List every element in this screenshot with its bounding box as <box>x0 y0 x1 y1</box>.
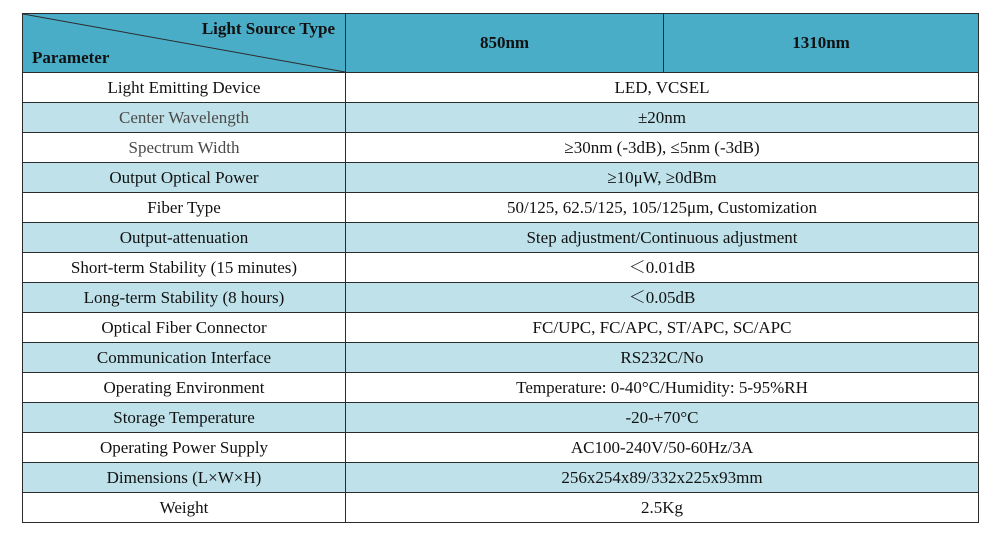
header-850nm: 850nm <box>346 14 664 73</box>
table-row <box>23 493 979 523</box>
param-cell: Output-attenuation <box>23 223 346 253</box>
table-row <box>23 463 979 493</box>
param-cell: Spectrum Width <box>23 133 346 163</box>
table-row <box>23 133 979 163</box>
table-row <box>23 223 979 253</box>
param-cell: Short-term Stability (15 minutes) <box>23 253 346 283</box>
table-row <box>23 163 979 193</box>
param-cell: Storage Temperature <box>23 403 346 433</box>
value-cell: Step adjustment/Continuous adjustment <box>346 223 979 253</box>
value-cell: ≥30nm (-3dB), ≤5nm (-3dB) <box>346 133 979 163</box>
value-cell: -20-+70°C <box>346 403 979 433</box>
value-cell: FC/UPC, FC/APC, ST/APC, SC/APC <box>346 313 979 343</box>
table-row <box>23 253 979 283</box>
param-cell: Long-term Stability (8 hours) <box>23 283 346 313</box>
header-1310nm: 1310nm <box>664 14 979 73</box>
param-cell: Light Emitting Device <box>23 73 346 103</box>
param-cell: Dimensions (L×W×H) <box>23 463 346 493</box>
param-cell: Optical Fiber Connector <box>23 313 346 343</box>
table-row <box>23 283 979 313</box>
spec-table <box>22 13 979 523</box>
value-cell: Temperature: 0-40°C/Humidity: 5-95%RH <box>346 373 979 403</box>
table-row <box>23 313 979 343</box>
param-cell: Communication Interface <box>23 343 346 373</box>
value-cell: LED, VCSEL <box>346 73 979 103</box>
param-cell: Fiber Type <box>23 193 346 223</box>
table-row <box>23 403 979 433</box>
param-cell: Output Optical Power <box>23 163 346 193</box>
value-cell: ≥10μW, ≥0dBm <box>346 163 979 193</box>
table-row <box>23 73 979 103</box>
value-cell: 2.5Kg <box>346 493 979 523</box>
value-cell: AC100-240V/50-60Hz/3A <box>346 433 979 463</box>
value-cell: RS232C/No <box>346 343 979 373</box>
table-row <box>23 193 979 223</box>
light-source-type-label: Light Source Type <box>201 19 335 38</box>
header-corner-cell <box>23 14 346 73</box>
param-cell: Weight <box>23 493 346 523</box>
value-cell: 256x254x89/332x225x93mm <box>346 463 979 493</box>
table-row <box>23 103 979 133</box>
table-row <box>23 433 979 463</box>
parameter-label: Parameter <box>32 48 110 67</box>
table-row <box>23 373 979 403</box>
table-row <box>23 343 979 373</box>
value-cell: ＜0.01dB <box>346 253 979 283</box>
value-cell: ＜0.05dB <box>346 283 979 313</box>
value-cell: 50/125, 62.5/125, 105/125μm, Customization <box>346 193 979 223</box>
table-header-row <box>23 14 979 73</box>
param-cell: Operating Environment <box>23 373 346 403</box>
param-cell: Operating Power Supply <box>23 433 346 463</box>
value-cell: ±20nm <box>346 103 979 133</box>
param-cell: Center Wavelength <box>23 103 346 133</box>
